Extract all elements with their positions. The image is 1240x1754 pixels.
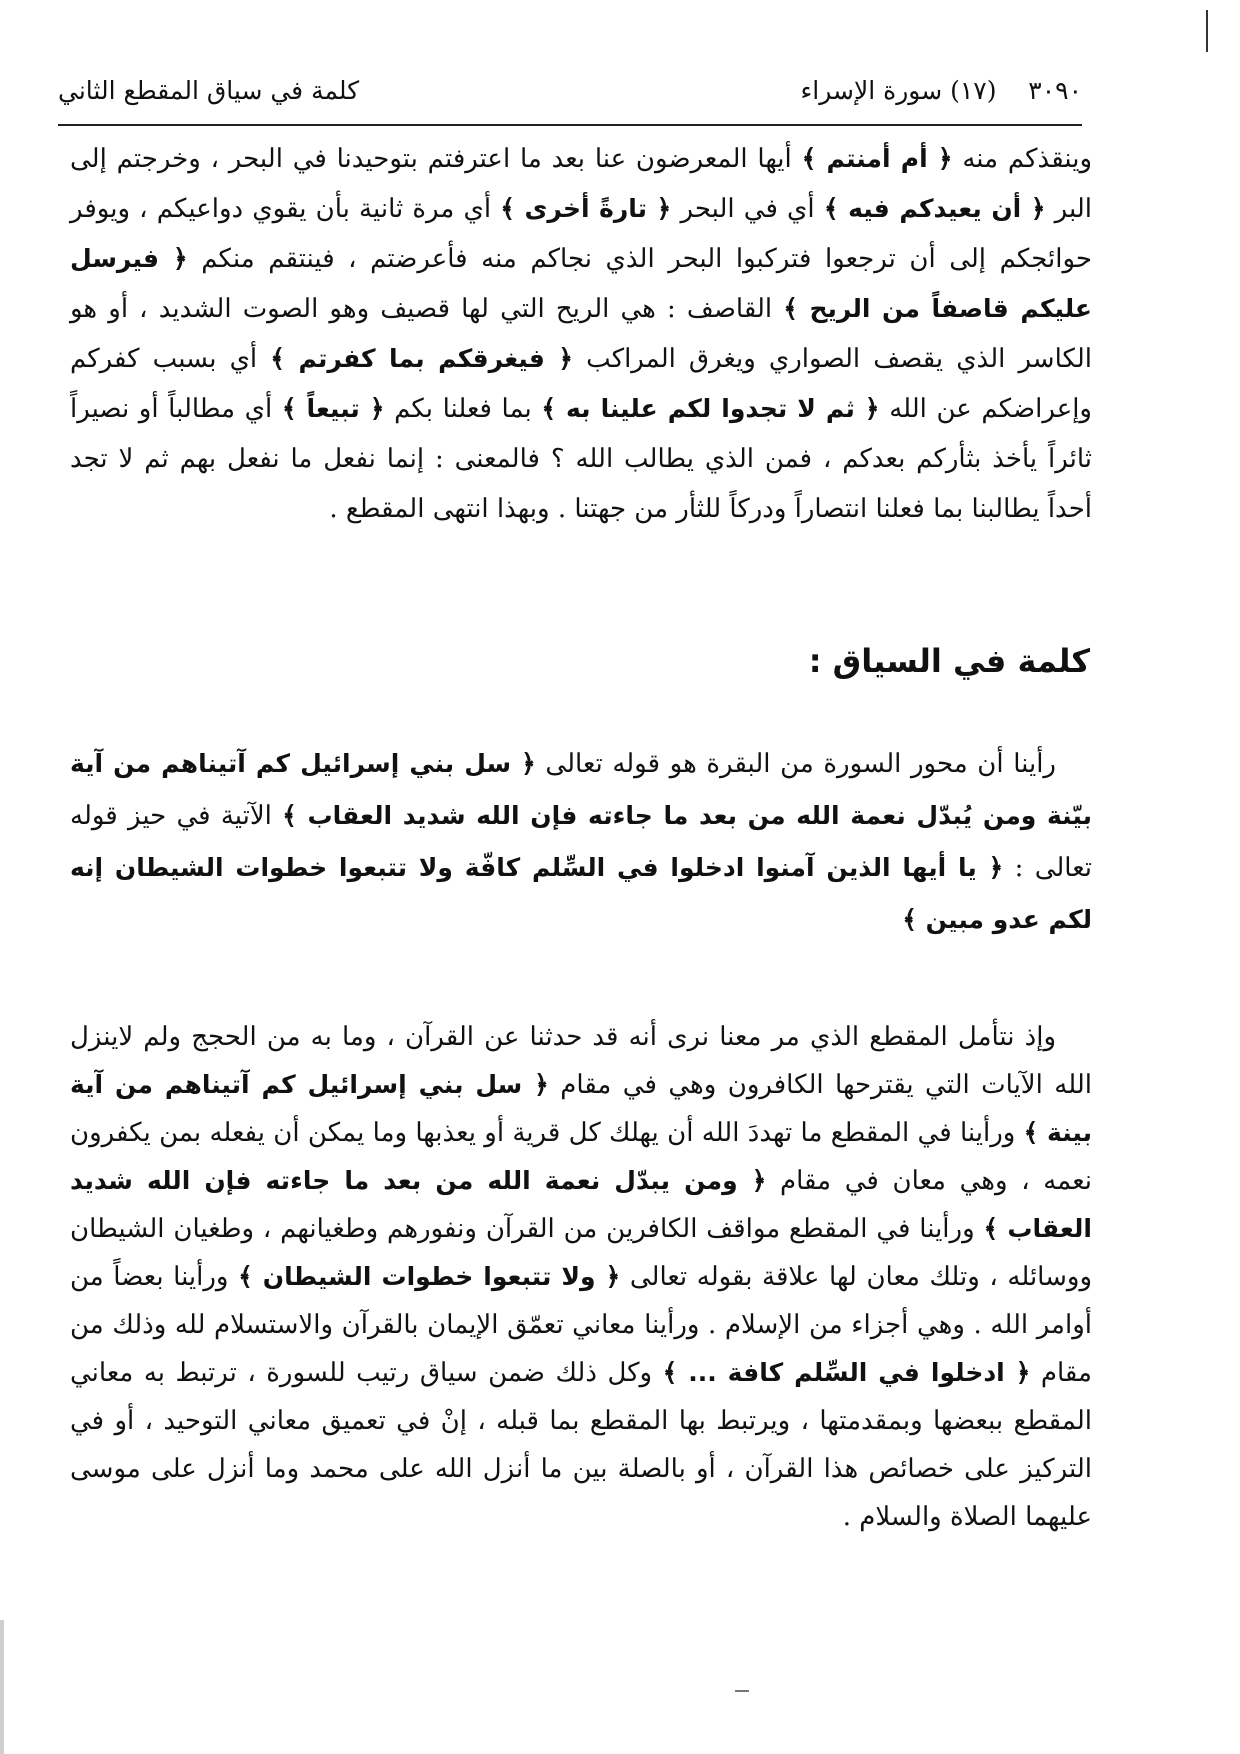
quran-quote: ﴿ ادخلوا في السِّلم كافة ... ﴾ xyxy=(662,1358,1031,1387)
quran-quote: ﴿ فيغرقكم بما كفرتم ﴾ xyxy=(270,344,574,373)
text-run: أي في البحر xyxy=(671,194,824,224)
page-header xyxy=(58,62,1082,118)
paragraph-1 xyxy=(70,134,1092,534)
page-mark xyxy=(735,1690,749,1692)
quran-quote: ﴿ سل بني إسرائيل كم آتيناهم من آية بينة ﴾ xyxy=(70,1070,1092,1147)
text-run: رأينا أن محور السورة من البقرة هو قوله تعالى xyxy=(535,749,1056,779)
margin-mark xyxy=(1206,10,1208,52)
quran-quote: ﴿ ثم لا تجدوا لكم علينا به ﴾ xyxy=(541,394,880,423)
paragraph-3-text xyxy=(70,1013,1092,1541)
text-run: ورأينا في المقطع ما تهددَ الله أن يهلك كل قرية أو يعذبها وما يمكن أن يفعله بمن يكفرون نعمه ، وهي معان في مقام xyxy=(70,1118,1092,1196)
text-run: بما فعلنا بكم xyxy=(384,394,542,424)
paragraph-3 xyxy=(70,1013,1092,1541)
quran-quote: ﴿ أن يعيدكم فيه ﴾ xyxy=(823,194,1046,223)
section-heading: كلمة في السياق : xyxy=(808,642,1090,680)
text-run: أي مرة ثانية بأن يقوي دواعيكم ، ويوفر حوائجكم إلى أن ترجعوا فتركبوا البحر الذي نجاكم منه فأعرضتم ، فينتقم منكم xyxy=(70,194,1092,274)
quran-quote: ﴿ فيرسل عليكم قاصفاً من الريح ﴾ xyxy=(70,244,1093,323)
quran-quote: ﴿ سل بني إسرائيل كم آتيناهم من آية بيّنة ومن يُبدّل نعمة الله من بعد ما جاءته فإن الله شديد العقاب ﴾ xyxy=(70,749,1092,830)
text-run: أي مطالباً أو نصيراً ثائراً يأخذ بثأركم بعدكم ، فمن الذي يطالب الله ؟ فالمعنى : إنما نفعل ما نفعل بهم ثم لا تجد أحداً يطالبنا بما فعلنا انتصاراً ودركاً للثأر من جهتنا . وبهذا انتهى المقطع . xyxy=(70,394,1092,524)
quran-quote: ﴿ تارةً أخرى ﴾ xyxy=(500,194,672,223)
surah-label: (١٧) سورة الإسراء xyxy=(800,75,997,105)
paragraph-2-text xyxy=(70,738,1092,946)
text-run: ورأينا في المقطع مواقف الكافرين من القرآن ونفورهم وطغيانهم ، وطغيان الشيطان ووسائله ، وتلك معان لها علاقة بقوله تعالى xyxy=(70,1214,1093,1292)
text-run: وإذ نتأمل المقطع الذي مر معنا نرى أنه قد حدثنا عن القرآن ، وما به من الحجج ولم لاينزل الله الآيات التي يقترحها الكافرون وهي في مقام xyxy=(70,1022,1092,1100)
text-run: وينقذكم منه xyxy=(952,144,1092,174)
quran-quote: ﴿ ومن يبدّل نعمة الله من بعد ما جاءته فإن الله شديد العقاب ﴾ xyxy=(70,1166,1092,1243)
header-right xyxy=(801,76,1082,105)
running-title: كلمة في سياق المقطع الثاني xyxy=(58,75,360,105)
quran-quote: ﴿ ولا تتبعوا خطوات الشيطان ﴾ xyxy=(238,1262,621,1291)
page-number: ٣٠٩٠ xyxy=(1028,75,1082,105)
text-run: أي بسبب كفركم وإعراضكم عن الله xyxy=(70,344,1092,424)
text-run: الآتية في حيز قوله تعالى : xyxy=(70,801,1092,883)
text-run: وكل ذلك ضمن سياق رتيب للسورة ، ترتبط به معاني المقطع ببعضها وبمقدمتها ، ويرتبط بها المقطع بما قبله ، إنْ في تعميق معاني التوحيد ، أو في التركيز على خصائص هذا القرآن ، أو بالصلة بين ما أنزل الله على محمد وما أنزل على موسى عليهما الصلاة والسلام . xyxy=(70,1358,1092,1532)
text-run: أيها المعرضون عنا بعد ما اعترفتم بتوحيدنا في البحر ، وخرجتم إلى البر xyxy=(70,144,1092,224)
scan-edge xyxy=(0,1620,4,1754)
paragraph-2 xyxy=(70,738,1092,946)
text-run: ورأينا بعضاً من أوامر الله . وهي أجزاء من الإسلام . ورأينا معاني تعمّق الإيمان بالقرآن والاستسلام لله وذلك من مقام xyxy=(70,1262,1092,1388)
text-run: القاصف : هي الريح التي لها قصيف وهو الصوت الشديد ، أو هو الكاسر الذي يقصف الصواري ويغرق المراكب xyxy=(70,294,1092,374)
quran-quote: ﴿ تبيعاً ﴾ xyxy=(281,394,385,423)
quran-quote: ﴿ أم أمنتم ﴾ xyxy=(801,144,953,173)
quran-quote: ﴿ يا أيها الذين آمنوا ادخلوا في السِّلم كافّة ولا تتبعوا خطوات الشيطان إنه لكم عدو مبين ﴾ xyxy=(70,853,1092,934)
paragraph-1-text xyxy=(70,134,1092,534)
header-rule xyxy=(58,124,1082,126)
